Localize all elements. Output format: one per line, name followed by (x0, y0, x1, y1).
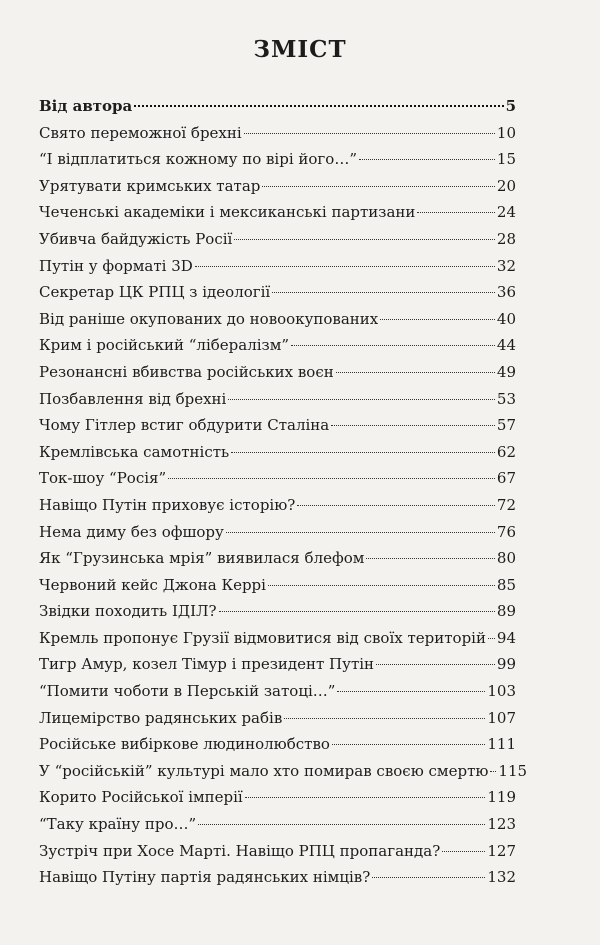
toc-entry-page: 127 (487, 841, 516, 860)
toc-entry-page: 67 (496, 469, 516, 488)
toc-entry (39, 120, 516, 147)
toc-entry-title: У “російській” культурі мало хто помирав своєю смертю (39, 761, 489, 780)
toc-entry-title: Російське вибіркове людинолюбство (39, 735, 330, 754)
dot-leader (195, 266, 495, 267)
toc-entry-title: “Помити чоботи в Перській затоці…” (39, 682, 336, 701)
dot-leader (297, 505, 495, 506)
toc-entry (39, 731, 516, 758)
toc-entry-title: Корито Російської імперії (39, 788, 243, 807)
toc-entry (39, 439, 516, 466)
toc-entry-title: Кремль пропонує Грузії відмовитися від своїх територій (39, 628, 486, 647)
toc-entry-page: 85 (496, 575, 516, 594)
toc-entry-title: Зустріч при Хосе Марті. Навіщо РПЦ пропаганда? (39, 841, 441, 860)
toc-entry-page: 80 (496, 549, 516, 568)
toc-entry (39, 93, 516, 120)
toc-entry (39, 279, 516, 306)
dot-leader (228, 399, 495, 400)
toc-entry (39, 412, 516, 439)
toc-entry-page: 123 (487, 815, 516, 834)
toc-entry-page: 20 (496, 176, 516, 195)
dot-leader (245, 797, 486, 798)
toc-entry-title: Чеченські академіки і мексиканські партизани (39, 203, 416, 222)
toc-entry-page: 40 (496, 309, 516, 328)
toc-entry (39, 545, 516, 572)
toc-entry (39, 651, 516, 678)
toc-entry-title: Нема диму без офшору (39, 522, 224, 541)
toc-entry (39, 678, 516, 705)
dot-leader (366, 558, 494, 559)
toc-entry-page: 76 (496, 522, 516, 541)
toc-entry (39, 492, 516, 519)
toc-entry-page: 32 (496, 256, 516, 275)
toc-entry-title: Від автора (39, 97, 133, 115)
toc-entry (39, 598, 516, 625)
toc-entry (39, 758, 528, 785)
toc-entry (39, 359, 516, 386)
dot-leader (291, 345, 495, 346)
toc-entry-page: 24 (496, 203, 516, 222)
dot-leader (234, 239, 495, 240)
toc-entry-page: 10 (496, 123, 516, 142)
toc-entry (39, 811, 516, 838)
toc-entry-title: Путін у форматі 3D (39, 256, 193, 275)
toc-entry-title: Крим і російський “лібералізм” (39, 336, 290, 355)
dot-leader (372, 877, 485, 878)
toc-entry (39, 838, 516, 865)
toc-entry-page: 5 (505, 97, 516, 115)
dot-leader (231, 452, 495, 453)
toc-entry-title: Резонансні вбивства російських воєн (39, 362, 334, 381)
toc-entry-page: 89 (496, 602, 516, 621)
dot-leader (376, 664, 495, 665)
dot-leader (244, 133, 495, 134)
toc-entry-title: “І відплатиться кожному по вірі його…” (39, 150, 357, 169)
toc-entry (39, 705, 516, 732)
toc-entry (39, 625, 516, 652)
dot-leader (226, 532, 495, 533)
toc-entry (39, 465, 516, 492)
toc-entry (39, 519, 516, 546)
dot-leader (262, 186, 495, 187)
toc-entry-page: 57 (496, 416, 516, 435)
dot-leader (442, 851, 485, 852)
toc-entry (39, 173, 516, 200)
toc-entry (39, 306, 516, 333)
dot-leader (336, 372, 495, 373)
toc-entry-page: 103 (487, 682, 516, 701)
dot-leader (134, 105, 503, 107)
dot-leader (198, 824, 485, 825)
toc-entry-page: 72 (496, 495, 516, 514)
toc-entry-title: Лицемірство радянських рабів (39, 708, 283, 727)
toc-entry (39, 226, 516, 253)
toc-entry-page: 28 (496, 229, 516, 248)
toc-entry-title: Чому Гітлер встиг обдурити Сталіна (39, 416, 330, 435)
page-title: ЗМІСТ (253, 36, 347, 63)
toc-entry (39, 784, 516, 811)
toc-entry (39, 386, 516, 413)
dot-leader (284, 718, 485, 719)
toc-entry-title: “Таку країну про…” (39, 815, 197, 834)
toc-entry-title: Убивча байдужість Росії (39, 229, 233, 248)
dot-leader (219, 611, 495, 612)
dot-leader (272, 292, 495, 293)
toc-entry-title: Секретар ЦК РПЦ з ідеології (39, 283, 271, 302)
toc-entry-title: Як “Грузинська мрія” виявилася блефом (39, 549, 365, 568)
toc-entry-page: 94 (496, 628, 516, 647)
toc-entry-page: 49 (496, 362, 516, 381)
toc-entry-page: 15 (496, 150, 516, 169)
dot-leader (359, 159, 495, 160)
toc-entry-title: Урятувати кримських татар (39, 176, 261, 195)
toc-entry-page: 119 (487, 788, 516, 807)
toc-entry-page: 107 (487, 708, 516, 727)
dot-leader (488, 638, 495, 639)
toc-entry (39, 253, 516, 280)
dot-leader (417, 212, 494, 213)
dot-leader (380, 319, 495, 320)
dot-leader (337, 691, 485, 692)
toc-entry-page: 36 (496, 283, 516, 302)
toc-entry (39, 572, 516, 599)
toc-entry-page: 99 (496, 655, 516, 674)
toc-entry-title: Свято переможної брехні (39, 123, 242, 142)
toc-entry-title: Червоний кейс Джона Керрі (39, 575, 266, 594)
dot-leader (168, 478, 495, 479)
toc-entry (39, 146, 516, 173)
toc-entry-title: Ток-шоу “Росія” (39, 469, 167, 488)
toc-entry-title: Звідки походить ІДІЛ? (39, 602, 217, 621)
toc-entry (39, 199, 516, 226)
toc-entry-page: 62 (496, 442, 516, 461)
table-of-contents (39, 93, 528, 891)
toc-entry-page: 132 (487, 868, 516, 887)
toc-entry-title: Тигр Амур, козел Тімур і президент Путін (39, 655, 375, 674)
dot-leader (332, 744, 485, 745)
toc-entry-title: Кремлівська самотність (39, 442, 230, 461)
toc-entry-page: 44 (496, 336, 516, 355)
toc-entry-title: Позбавлення від брехні (39, 389, 227, 408)
toc-entry-page: 53 (496, 389, 516, 408)
toc-entry-page: 111 (487, 735, 516, 754)
toc-entry (39, 864, 516, 891)
toc-entry-title: Навіщо Путін приховує історію? (39, 495, 296, 514)
dot-leader (490, 771, 496, 772)
dot-leader (268, 585, 495, 586)
toc-entry-page: 115 (498, 761, 528, 780)
dot-leader (331, 425, 495, 426)
toc-entry-title: Навіщо Путіну партія радянських німців? (39, 868, 371, 887)
toc-entry-title: Від раніше окупованих до новоокупованих (39, 309, 379, 328)
toc-entry (39, 332, 516, 359)
